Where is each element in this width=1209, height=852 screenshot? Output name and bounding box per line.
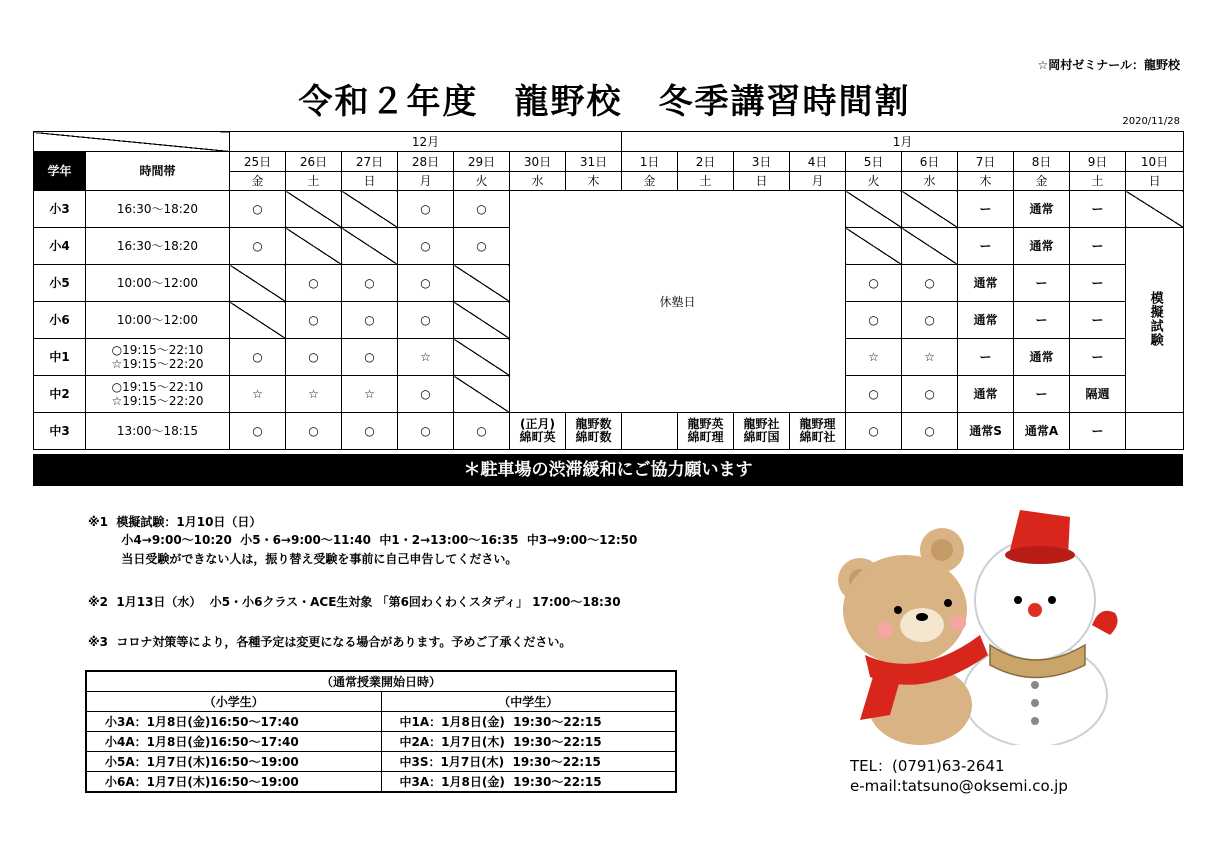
day-header: 27日 bbox=[342, 152, 398, 172]
junior-start-row: 中3A：1月8日(金) 19:30〜22:15 bbox=[381, 772, 676, 793]
special-class-d3: 龍野社 綿町国 bbox=[734, 413, 790, 450]
weekday-header: 火 bbox=[846, 172, 902, 191]
time-slot: 10:00〜12:00 bbox=[86, 265, 230, 302]
day-header: 10日 bbox=[1126, 152, 1184, 172]
dec-cell: ○ bbox=[286, 302, 342, 339]
note-2: ※2 1月13日（水） 小5・小6クラス・ACE生対象 「第6回わくわくスタディ」 17:00〜18:30 bbox=[88, 595, 621, 609]
dec-cell-no-class bbox=[286, 191, 342, 228]
weekday-header: 土 bbox=[286, 172, 342, 191]
grade-header: 学年 bbox=[34, 152, 86, 191]
junior-start-row: 中3S：1月7日(木) 19:30〜22:15 bbox=[381, 752, 676, 772]
schedule-table bbox=[33, 131, 1184, 450]
junior-start-row: 中2A：1月7日(木) 19:30〜22:15 bbox=[381, 732, 676, 752]
page-title: 令和２年度 龍野校 冬季講習時間割 bbox=[298, 82, 911, 122]
dec-cell: ○ bbox=[454, 413, 510, 450]
jan-cell: 隔週 bbox=[1070, 376, 1126, 413]
jan-cell: ー bbox=[958, 228, 1014, 265]
jan-cell: ○ bbox=[846, 302, 902, 339]
dec-cell: ○ bbox=[230, 191, 286, 228]
note-1-times: 小4→9:00〜10:20 小5・6→9:00〜11:40 中1・2→13:00〜16:35 中3→9:00〜12:50 bbox=[88, 533, 638, 547]
jan-cell: ー bbox=[1070, 228, 1126, 265]
jan-cell-no-class bbox=[902, 191, 958, 228]
jan-cell: 通常 bbox=[958, 376, 1014, 413]
time-slot: 10:00〜12:00 bbox=[86, 302, 230, 339]
jan-cell: ー bbox=[1070, 191, 1126, 228]
note-3: ※3 コロナ対策等により，各種予定は変更になる場合があります。予めご了承ください。 bbox=[88, 635, 572, 649]
weekday-header: 金 bbox=[230, 172, 286, 191]
dec-cell: ○ bbox=[398, 413, 454, 450]
junior-start-row: 中1A：1月8日(金) 19:30〜22:15 bbox=[381, 712, 676, 732]
dec-cell: ☆ bbox=[342, 376, 398, 413]
day-header: 25日 bbox=[230, 152, 286, 172]
jan-cell: 通常 bbox=[958, 265, 1014, 302]
day-header: 29日 bbox=[454, 152, 510, 172]
weekday-header: 木 bbox=[958, 172, 1014, 191]
dec-cell-no-class bbox=[454, 376, 510, 413]
weekday-header: 日 bbox=[734, 172, 790, 191]
weekday-header: 日 bbox=[1126, 172, 1184, 191]
jan-cell: ☆ bbox=[846, 339, 902, 376]
day-header: 5日 bbox=[846, 152, 902, 172]
special-class-d4: 龍野理 綿町社 bbox=[790, 413, 846, 450]
dec-cell: ○ bbox=[286, 413, 342, 450]
time-slot: 13:00〜18:15 bbox=[86, 413, 230, 450]
jan-cell: 通常 bbox=[958, 302, 1014, 339]
dec-cell: ☆ bbox=[286, 376, 342, 413]
closed-days-label: 休塾日 bbox=[510, 191, 846, 413]
elementary-start-row: 小3A：1月8日(金)16:50〜17:40 bbox=[86, 712, 381, 732]
jan-cell-no-class bbox=[846, 228, 902, 265]
day-header: 8日 bbox=[1014, 152, 1070, 172]
dec-cell: ○ bbox=[454, 228, 510, 265]
jan-cell: ー bbox=[1070, 302, 1126, 339]
jan-cell: ☆ bbox=[902, 339, 958, 376]
elementary-start-row: 小5A：1月7日(木)16:50〜19:00 bbox=[86, 752, 381, 772]
dec-cell-no-class bbox=[342, 191, 398, 228]
jan-cell: ー bbox=[1070, 413, 1126, 450]
jan-cell: ○ bbox=[846, 376, 902, 413]
jan-cell: ○ bbox=[846, 265, 902, 302]
parking-notice: ＊駐車場の渋滞緩和にご協力願います bbox=[33, 454, 1183, 486]
start-table-title: （通常授業開始日時） bbox=[86, 671, 676, 692]
dec-cell: ○ bbox=[454, 191, 510, 228]
dec-cell-no-class bbox=[454, 265, 510, 302]
weekday-header: 金 bbox=[1014, 172, 1070, 191]
time-slot: ○19:15〜22:10 ☆19:15〜22:20 bbox=[86, 376, 230, 413]
jan-cell: ー bbox=[1014, 302, 1070, 339]
time-slot: ○19:15〜22:10 ☆19:15〜22:20 bbox=[86, 339, 230, 376]
day-header: 3日 bbox=[734, 152, 790, 172]
d10-no-class bbox=[1126, 191, 1184, 228]
jan-cell: ー bbox=[958, 191, 1014, 228]
day-header: 1日 bbox=[622, 152, 678, 172]
day-header: 28日 bbox=[398, 152, 454, 172]
dec-cell: ○ bbox=[398, 228, 454, 265]
dec-cell: ☆ bbox=[398, 339, 454, 376]
dec-cell: ○ bbox=[398, 302, 454, 339]
jan-cell: 通常 bbox=[1014, 339, 1070, 376]
time-slot: 16:30〜18:20 bbox=[86, 228, 230, 265]
grade-label: 中3 bbox=[34, 413, 86, 450]
weekday-header: 月 bbox=[398, 172, 454, 191]
weekday-header: 木 bbox=[566, 172, 622, 191]
dec-cell: ○ bbox=[342, 339, 398, 376]
note-1-makeup: 当日受験ができない人は，振り替え受験を事前に自己申告してください。 bbox=[88, 552, 518, 566]
dec-cell: ○ bbox=[286, 265, 342, 302]
special-class-d1 bbox=[622, 413, 678, 450]
grade-label: 小6 bbox=[34, 302, 86, 339]
jan-cell: ○ bbox=[902, 265, 958, 302]
day-header: 6日 bbox=[902, 152, 958, 172]
weekday-header: 土 bbox=[678, 172, 734, 191]
dec-cell-no-class bbox=[230, 302, 286, 339]
elementary-start-row: 小4A：1月8日(金)16:50〜17:40 bbox=[86, 732, 381, 752]
weekday-header: 火 bbox=[454, 172, 510, 191]
special-class-d2: 龍野英 綿町理 bbox=[678, 413, 734, 450]
elementary-start-row: 小6A：1月7日(木)16:50〜19:00 bbox=[86, 772, 381, 793]
corner-cell bbox=[34, 132, 230, 152]
dec-cell: ○ bbox=[342, 302, 398, 339]
month-header: 1月 bbox=[622, 132, 1184, 152]
dec-cell: ○ bbox=[342, 265, 398, 302]
weekday-header: 水 bbox=[510, 172, 566, 191]
dec-cell-no-class bbox=[342, 228, 398, 265]
dec-cell: ○ bbox=[398, 376, 454, 413]
dec-cell: ○ bbox=[230, 339, 286, 376]
issue-date: 2020/11/28 bbox=[1122, 116, 1180, 127]
mock-exam-text: 模擬試験 bbox=[1147, 290, 1163, 347]
month-header: 12月 bbox=[230, 132, 622, 152]
day-header: 9日 bbox=[1070, 152, 1126, 172]
dec-cell: ○ bbox=[342, 413, 398, 450]
jan-cell: ー bbox=[1014, 265, 1070, 302]
dec-cell: ○ bbox=[398, 265, 454, 302]
contact-email: e-mail:tatsuno@oksemi.co.jp bbox=[850, 777, 1068, 795]
weekday-header: 日 bbox=[342, 172, 398, 191]
regular-class-start-table bbox=[85, 670, 677, 793]
dec-cell: ○ bbox=[398, 191, 454, 228]
school-tag: ☆岡村ゼミナール：龍野校 bbox=[1037, 58, 1180, 72]
grade-label: 中1 bbox=[34, 339, 86, 376]
mock-exam-label bbox=[1126, 228, 1184, 413]
day-header: 31日 bbox=[566, 152, 622, 172]
start-table-elementary-header: （小学生） bbox=[86, 692, 381, 712]
day-header: 7日 bbox=[958, 152, 1014, 172]
note-1-title: ※1 模擬試験：1月10日（日） bbox=[88, 515, 262, 529]
dec-cell: ☆ bbox=[230, 376, 286, 413]
grade-label: 小5 bbox=[34, 265, 86, 302]
jan-cell: 通常 bbox=[1014, 191, 1070, 228]
jan-cell: ー bbox=[1070, 265, 1126, 302]
jan-cell: ○ bbox=[846, 413, 902, 450]
time-slot: 16:30〜18:20 bbox=[86, 191, 230, 228]
dec-cell-no-class bbox=[454, 339, 510, 376]
weekday-header: 水 bbox=[902, 172, 958, 191]
day-header: 4日 bbox=[790, 152, 846, 172]
dec-cell-no-class bbox=[230, 265, 286, 302]
jan-cell-no-class bbox=[902, 228, 958, 265]
day-header: 30日 bbox=[510, 152, 566, 172]
jan-cell: ー bbox=[1070, 339, 1126, 376]
dec-cell: ○ bbox=[286, 339, 342, 376]
weekday-header: 土 bbox=[1070, 172, 1126, 191]
time-slot-header: 時間帯 bbox=[86, 152, 230, 191]
jan-cell: ○ bbox=[902, 302, 958, 339]
jan-cell-no-class bbox=[846, 191, 902, 228]
dec-cell-no-class bbox=[286, 228, 342, 265]
bear-and-snowman-illustration bbox=[830, 505, 1130, 745]
day-header: 2日 bbox=[678, 152, 734, 172]
jan-cell: ○ bbox=[902, 376, 958, 413]
grade-label: 中2 bbox=[34, 376, 86, 413]
weekday-header: 金 bbox=[622, 172, 678, 191]
dec-cell-no-class bbox=[454, 302, 510, 339]
jan-cell: 通常S bbox=[958, 413, 1014, 450]
grade-label: 小3 bbox=[34, 191, 86, 228]
special-class-d30: (正月) 綿町英 bbox=[510, 413, 566, 450]
jan-cell: ー bbox=[1014, 376, 1070, 413]
start-table-junior-header: （中学生） bbox=[381, 692, 676, 712]
jan-cell: 通常 bbox=[1014, 228, 1070, 265]
dec-cell: ○ bbox=[230, 228, 286, 265]
special-class-d31: 龍野数 綿町数 bbox=[566, 413, 622, 450]
grade-label: 小4 bbox=[34, 228, 86, 265]
jan-cell: ー bbox=[958, 339, 1014, 376]
jan-cell: 通常A bbox=[1014, 413, 1070, 450]
contact-tel: TEL：(0791)63-2641 bbox=[850, 757, 1005, 775]
dec-cell: ○ bbox=[230, 413, 286, 450]
d10-cell bbox=[1126, 413, 1184, 450]
jan-cell: ○ bbox=[902, 413, 958, 450]
weekday-header: 月 bbox=[790, 172, 846, 191]
day-header: 26日 bbox=[286, 152, 342, 172]
